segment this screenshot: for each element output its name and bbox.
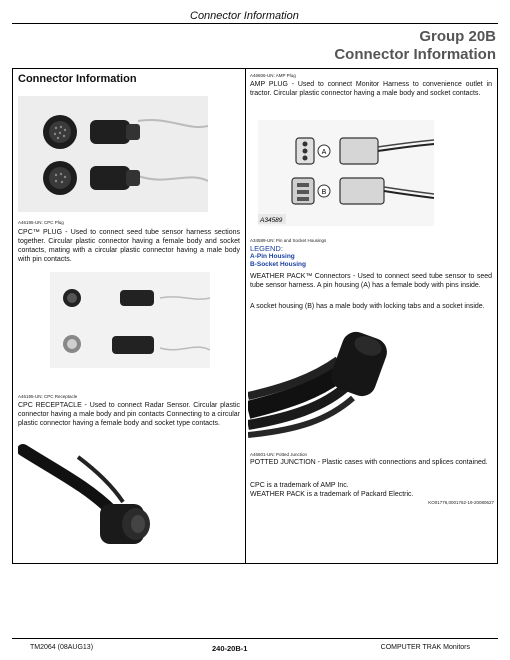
- cpc-receptacle-description: CPC RECEPTACLE - Used to connect Radar Sensor. Circular plastic connector having a male body and pin contacts Connecting to a circular plastic connector having a female body and socket type contacts.: [18, 402, 240, 427]
- cpc-receptacle-figure: [50, 272, 210, 368]
- pin-socket-housings-figure: [258, 120, 434, 226]
- legend-title: LEGEND:: [250, 244, 283, 253]
- trademark-cpc: CPC is a trademark of AMP Inc.: [250, 482, 349, 489]
- document-code: KO01776,0001762-19-20080627: [428, 500, 494, 505]
- section-heading: Connector Information: [18, 73, 137, 85]
- cpc-plug-caption: A46195-UN: CPC Plug: [18, 220, 64, 225]
- footer-rule: [12, 638, 498, 639]
- radar-harness-figure: [18, 442, 170, 554]
- header-rule: [12, 23, 498, 24]
- running-header: Connector Information: [190, 10, 299, 22]
- amp-plug-description: AMP PLUG - Used to connect Monitor Harness to convenience outlet in tractor. Circular plastic connector having a male body and socket contacts.: [250, 81, 492, 97]
- cpc-plug-figure: [18, 96, 208, 212]
- cpc-plug-description: CPC™ PLUG - Used to connect seed tube sensor harness sections together. Circular plastic connector having a female body and socket contacts, mating with a circular plastic connector having a male body with pin contacts.: [18, 229, 240, 263]
- socket-housing-description: A socket housing (B) has a male body with locking tabs and a socket inside.: [250, 303, 485, 310]
- callout-a: A: [321, 149, 327, 156]
- footer-manual-title: COMPUTER TRAK Monitors: [380, 644, 470, 651]
- footer-page-number: 240-20B-1: [212, 644, 248, 653]
- potted-junction-figure: [248, 330, 396, 446]
- callout-b: B: [321, 189, 327, 196]
- footer-tm-number: TM2064 (08AUG13): [30, 644, 94, 651]
- potted-junction-caption: A46601-UN: Potted Junction: [250, 452, 308, 457]
- trademark-weather-pack: WEATHER PACK is a trademark of Packard Electric.: [250, 491, 414, 498]
- cpc-receptacle-caption: A46195-UN: CPC Receptacle: [18, 394, 78, 399]
- group-title: Connector Information: [334, 46, 496, 63]
- socket-housings-caption: A34589-UN: Pin and Socket Housings: [250, 238, 327, 243]
- group-number: Group 20B: [419, 28, 496, 45]
- figure-id-label: A34589: [260, 217, 283, 224]
- legend-item-a: A-Pin Housing: [250, 253, 295, 260]
- column-divider: [245, 68, 246, 564]
- amp-plug-caption: A46606-UN: AMP Plug: [250, 73, 296, 78]
- potted-junction-description: POTTED JUNCTION - Plastic cases with connections and splices contained.: [250, 459, 488, 466]
- weather-pack-description: WEATHER PACK™ Connectors - Used to connect seed tube sensor to seed tube sensor harness. A pin housing (A) has a female body with pins inside.: [250, 273, 492, 289]
- legend-item-b: B-Socket Housing: [250, 261, 306, 268]
